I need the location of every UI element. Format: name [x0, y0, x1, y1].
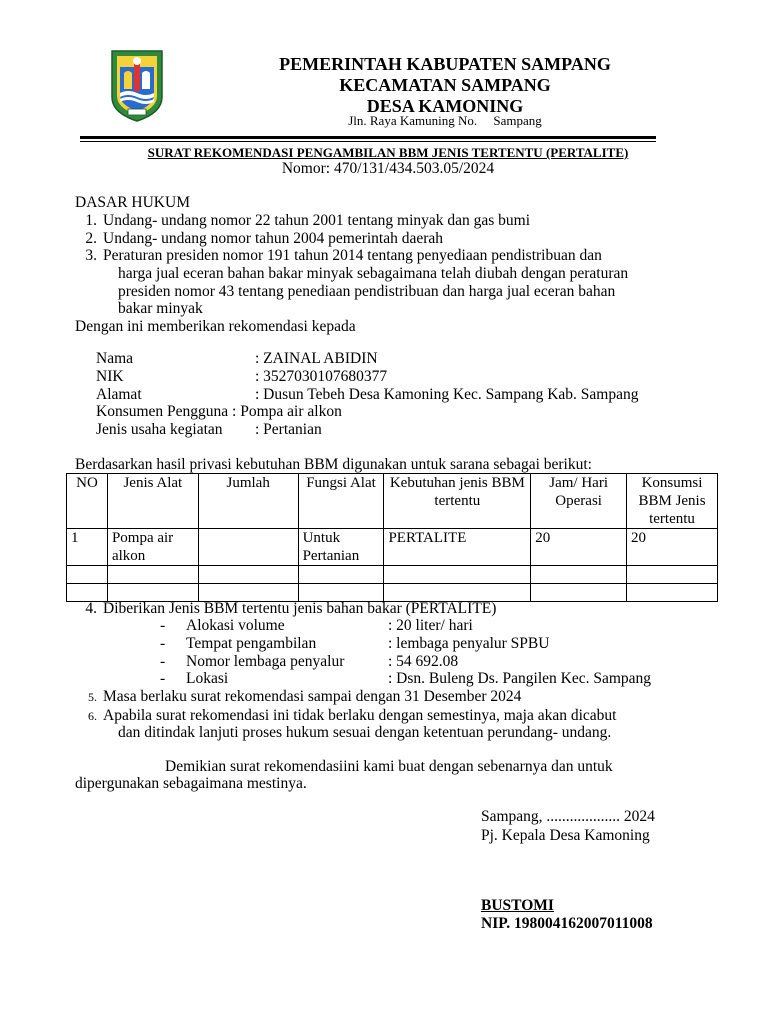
- table-cell: 20: [627, 529, 718, 566]
- table-row: [67, 566, 718, 584]
- table-cell: [384, 584, 531, 602]
- table-cell: [67, 584, 108, 602]
- recommendation-intro: Dengan ini memberikan rekomendasi kepada: [75, 318, 356, 335]
- table-cell: 1: [67, 529, 108, 566]
- signer-nip: NIP. 198004162007011008: [481, 915, 653, 932]
- table-cell: [298, 566, 384, 584]
- list-item: 5. Masa berlaku surat rekomendasi sampai dengan 31 Desember 2024: [88, 688, 522, 705]
- table-cell: [198, 566, 298, 584]
- list-item-continuation: bakar minyak: [118, 300, 203, 317]
- recipient-consumer: Konsumen Pengguna : Pompa air alkon: [96, 403, 342, 420]
- list-item-continuation: dan ditindak lanjuti proses hukum sesuai dengan ketentuan perundang- undang.: [118, 724, 612, 741]
- list-item: 2. Undang- undang nomor tahun 2004 pemerintah daerah: [85, 230, 444, 247]
- list-item: 6. Apabila surat rekomendasi ini tidak berlaku dengan semestinya, maja akan dicabut: [88, 707, 617, 724]
- location: - Lokasi : Dsn. Buleng Ds. Pangilen Kec. Sampang: [160, 670, 652, 687]
- column-header: Jenis Alat: [107, 474, 198, 529]
- column-header: Jumlah: [198, 474, 298, 529]
- table-cell: [67, 566, 108, 584]
- header-district: KECAMATAN SAMPANG: [339, 75, 551, 95]
- table-cell: Pompa air alkon: [107, 529, 198, 566]
- distributor-number: - Nomor lembaga penyalur : 54 692.08: [160, 653, 459, 670]
- column-header: NO: [67, 474, 108, 529]
- table-cell: [198, 584, 298, 602]
- column-header: Konsumsi BBM Jenis tertentu: [627, 474, 718, 529]
- list-item: 4. Diberikan Jenis BBM tertentu jenis bahan bakar (PERTALITE): [85, 600, 497, 617]
- table-cell: [107, 584, 198, 602]
- regency-seal-logo: [108, 45, 166, 123]
- table-cell: [531, 566, 627, 584]
- table-cell: [107, 566, 198, 584]
- header-village: DESA KAMONING: [366, 96, 524, 116]
- closing-line: dipergunakan sebagaimana mestinya.: [75, 775, 307, 792]
- recipient-nik: NIK : 3527030107680377: [96, 368, 388, 385]
- table-cell: [198, 529, 298, 566]
- pickup-place: - Tempat pengambilan : lembaga penyalur SPBU: [160, 635, 550, 652]
- table-cell: Untuk Pertanian: [298, 529, 384, 566]
- table-cell: PERTALITE: [384, 529, 531, 566]
- column-header: Fungsi Alat: [298, 474, 384, 529]
- table-cell: [298, 584, 384, 602]
- table-row: [67, 584, 718, 602]
- table-cell: 20: [531, 529, 627, 566]
- table-cell: [627, 584, 718, 602]
- signer-name: BUSTOMI: [481, 897, 554, 914]
- closing-line: Demikian surat rekomendasiini kami buat dengan sebenarnya dan untuk: [165, 758, 613, 775]
- header-address: Jln. Raya Kamuning No. Sampang: [348, 113, 542, 128]
- table-cell: [384, 566, 531, 584]
- recipient-name: Nama : ZAINAL ABIDIN: [96, 350, 378, 367]
- table-intro: Berdasarkan hasil privasi kebutuhan BBM digunakan untuk sarana sebagai berikut:: [75, 456, 592, 473]
- list-item-continuation: presiden nomor 43 tentang penediaan pendistribuan dan harga jual eceran bahan: [118, 283, 616, 300]
- recipient-address: Alamat : Dusun Tebeh Desa Kamoning Kec. Sampang Kab. Sampang: [96, 386, 639, 403]
- section-heading-dasar-hukum: DASAR HUKUM: [75, 194, 190, 211]
- header-divider-thick: [80, 136, 656, 139]
- header-divider-thin: [80, 141, 656, 142]
- signature-place-date: Sampang, ................... 2024: [481, 808, 655, 825]
- header-government: PEMERINTAH KABUPATEN SAMPANG: [279, 54, 611, 74]
- signature-position: Pj. Kepala Desa Kamoning: [481, 827, 650, 844]
- column-header: Kebutuhan jenis BBM tertentu: [384, 474, 531, 529]
- table-header-row: [67, 474, 718, 529]
- list-item-continuation: harga jual eceran bahan bakar minyak sebagaimana telah diubah dengan peraturan: [118, 265, 629, 282]
- equipment-table: [66, 473, 718, 602]
- table-cell: [531, 584, 627, 602]
- allocation-volume: - Alokasi volume : 20 liter/ hari: [160, 617, 473, 634]
- letter-title: SURAT REKOMENDASI PENGAMBILAN BBM JENIS TERTENTU (PERTALITE): [147, 145, 629, 160]
- column-header: Jam/ Hari Operasi: [531, 474, 627, 529]
- list-item: 1. Undang- undang nomor 22 tahun 2001 tentang minyak dan gas bumi: [85, 212, 531, 229]
- letter-number: Nomor: 470/131/434.503.05/2024: [281, 160, 495, 177]
- list-item: 3. Peraturan presiden nomor 191 tahun 2014 tentang penyediaan pendistribuan dan: [85, 247, 602, 264]
- table-cell: [627, 566, 718, 584]
- recipient-business: Jenis usaha kegiatan : Pertanian: [96, 421, 322, 438]
- table-row: [67, 529, 718, 566]
